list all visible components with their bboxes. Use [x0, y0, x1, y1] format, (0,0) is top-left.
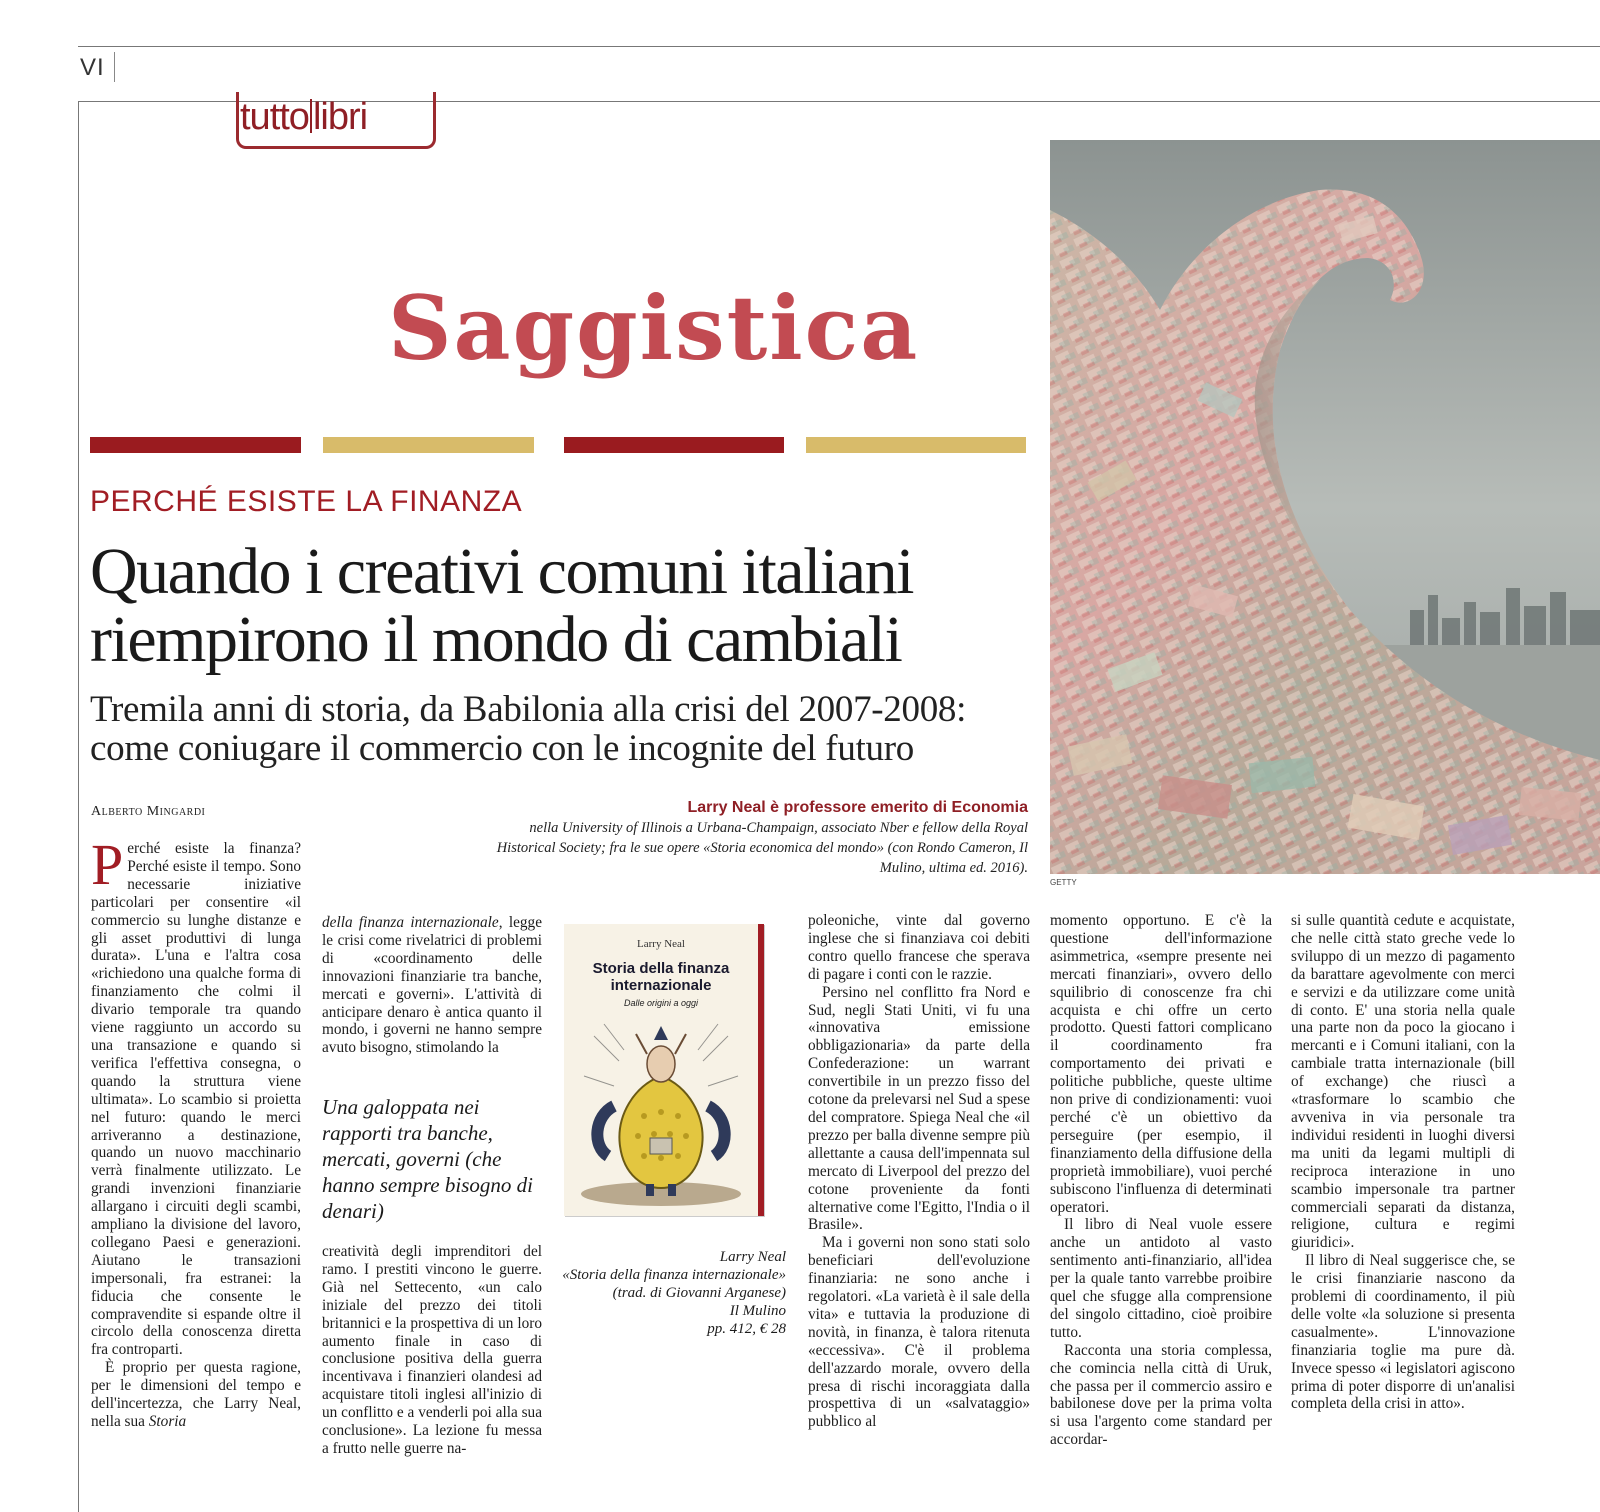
- frame-left-rule: [78, 101, 79, 1512]
- paragraph-text: È proprio per questa ragione, per le dimensioni del tempo e dell'incertezza, che Larry Neal, nella sua: [91, 1359, 301, 1430]
- top-rule: [78, 46, 1600, 47]
- book-title-italic: della finanza internazionale: [322, 914, 499, 931]
- paragraph: [322, 914, 542, 1057]
- cover-title: Storia della finanza internazionale: [592, 960, 730, 994]
- page-number: VI: [80, 54, 105, 81]
- bio-body: nella University of Illinois a Urbana-Champaign, associato Nber e fellow della Royal Historical Society; fra le sue opere «Storia economica del mondo» (con Rondo Cameron, Il Mulino, ultima ed. 2016).: [496, 820, 1028, 876]
- caption-author: Larry Neal: [719, 1249, 786, 1265]
- money-wave-photo: [1050, 140, 1600, 874]
- paragraph: Il libro di Neal suggerisce che, se le crisi finanziarie nascono da problemi di coordinamento, il più delle volte «la soluzione si presenta casualmente». L'innovazione finanziaria toglie ma pure dà. Invece spesso «i legislatori agiscono prima di poter disporre di un'analisi completa della crisi in atto».: [1291, 1252, 1515, 1413]
- logo-part-libri: libri: [312, 96, 368, 138]
- color-bar-1: [90, 437, 301, 453]
- logo-part-tutto: tutto: [240, 96, 309, 138]
- caption-price: pp. 412, € 28: [707, 1321, 786, 1337]
- cover-author: Larry Neal: [637, 938, 685, 950]
- drop-cap: P: [91, 832, 124, 897]
- paragraph: momento opportuno. E c'è la questione dell'informazione asimmetrica, «sempre presente nei mercati finanziari», ovvero dello squilibrio di conoscenze fra chi acquista e chi offre un certo prodotto. Questi fattori complicano il coordinamento fra comportamento dei privati e politiche pubbliche, queste ultime non prive di condizionamenti: vuoi perché c'è un obiettivo da perseguire (per esempio, il finanziamento della diffusione della proprietà immobiliare), vuoi perché subiscono l'influenza di determinati operatori.: [1050, 912, 1272, 1216]
- caption-publisher: Il Mulino: [729, 1303, 786, 1319]
- cover-subtitle: Dalle origini a oggi: [623, 998, 699, 1008]
- article-subhead: Tremila anni di storia, da Babilonia alla crisi del 2007-2008: come coniugare il commercio con le incognite del futuro: [90, 689, 967, 769]
- paragraph: creatività degli imprenditori del ramo. I prestiti vincono le guerre. Già nel Settecento, «un calo iniziale del prezzo dei titoli britannici e la prospettiva di un loro aumento finale in caso di conclusione positiva della guerra incentivava i finanzieri olandesi ad acquistare titoli inglesi all'inizio di un conflitto e a venderli poi alla sua conclusione». La lezione fu messa a frutto nelle guerre na-: [322, 1243, 542, 1457]
- paragraph-text: erché esiste la finanza? Perché esiste il tempo. Sono necessarie iniziative particolari per consentire «il commercio su lunghe distanze e gli asset produttivi di lunga durata». L'una e l'altra cosa «richiedono una qualche forma di finanziamento che colmi il divario temporale tra quando viene raggiunto un accordo su una transazione e quando si verifica l'effettiva consegna, o quando la struttura viene ultimata». Lo scambio si proietta nel futuro: quando le merci arriveranno a destinazione, quando un nuovo macchinario verrà finalmente utilizzato. Le grandi invenzioni finanziarie allargano i circuiti degli scambi, ampliano la divisione del lavoro, collegano Paesi e generazioni. Aiutano le transazioni impersonali, fra estranei: la fiducia che consente le compravendite si espande oltre il circolo della conoscenza diretta fra controparti.: [91, 840, 301, 1359]
- money-wave-illustration: [1050, 140, 1600, 874]
- logo-divider: [310, 99, 312, 133]
- paragraph: Ma i governi non sono stati solo beneficiari dell'evoluzione finanziaria: ne sono anche i regolatori. «La varietà è il sale della vita» e tuttavia la produzione di novità, in finanza, è talora ritenuta «eccessiva». C'è il problema dell'azzardo morale, ovvero della presa di rischi incoraggiata dalla prospettiva di un «salvataggio» pubblico al: [808, 1234, 1030, 1431]
- section-title: Saggistica: [388, 276, 920, 380]
- article-headline: Quando i creativi comuni italiani riempirono il mondo di cambiali: [90, 535, 913, 676]
- paragraph: si sulle quantità cedute e acquistate, che nelle città stato greche vede lo sviluppo di un mezzo di pagamento da barattare agevolmente con merci e servizi e da utilizzare come unità di conto. E' una storia nella quale una parte non da poco la giocano i mercanti e i Comuni italiani, con la cambiale tratta internazionale (bill of exchange) che riuscì a «trasformare lo scambio che avveniva in via personale tra individui residenti in luoghi diversi ma uniti da legami multipli di reciproca interazione in uno scambio impersonale tra partner commerciali separati da distanza, religione, cultura e regimi giuridici».: [1291, 912, 1515, 1252]
- caption-translator: (trad. di Giovanni Arganese): [612, 1285, 786, 1301]
- body-column-2-top: [322, 914, 542, 1057]
- bio-heading: Larry Neal è professore emerito di Economia: [687, 799, 1028, 816]
- body-column-2-bottom: [322, 1243, 542, 1458]
- paragraph: [91, 1359, 301, 1431]
- color-bar-4: [806, 437, 1026, 453]
- article-byline: Alberto Mingardi: [91, 804, 206, 819]
- pull-quote: Una galoppata nei rapporti tra banche, mercati, governi (che hanno sempre bisogno di denari): [322, 1095, 533, 1223]
- body-column-1: [91, 832, 301, 1431]
- book-cover: [564, 924, 764, 1216]
- book-caption: [560, 1248, 786, 1338]
- photo-credit: GETTY: [1050, 878, 1077, 887]
- paragraph: Persino nel conflitto fra Nord e Sud, negli Stati Uniti, vi fu una «innovativa emissione obbligazionaria» da parte della Confederazione: un warrant convertibile in un prezzo fisso del cotone da prelevarsi nel Sud a spese del compratore. Spiega Neal che «il prezzo per balla divenne sempre più allettante a causa dell'impennata sul mercato di Liverpool del prezzo del cotone proveniente da fonti alternative come l'Egitto, l'India o il Brasile».: [808, 983, 1030, 1234]
- author-bio: [480, 798, 1028, 878]
- color-bar-3: [564, 437, 784, 453]
- paragraph: [91, 832, 301, 1359]
- paragraph: Il libro di Neal vuole essere anche un antidoto al vasto sentimento anti-finanziario, all'idea per la quale tanto varrebbe proibire quel che sfugge alla comprensione del singolo cittadino, cioè proibire tutto.: [1050, 1216, 1272, 1341]
- color-bar-2: [323, 437, 534, 453]
- caption-title: «Storia della finanza internazionale»: [562, 1267, 786, 1283]
- page-number-divider: [114, 52, 115, 82]
- tuttolibri-logo: [240, 96, 367, 139]
- book-title-italic: Storia: [148, 1413, 187, 1430]
- body-column-4: [1050, 912, 1272, 1449]
- cover-caricature-illustration: [574, 1016, 748, 1208]
- body-column-5: [1291, 912, 1515, 1413]
- paragraph-text: , legge le crisi come rivelatrici di problemi di «coordinamento delle innovazioni finanziarie tra banche, mercati e governi». L'attività di anticipare denaro è antica quanto il mondo, i governi ne hanno sempre avuto bisogno, stimolando la: [322, 914, 542, 1057]
- paragraph: Racconta una storia complessa, che comincia nella città di Uruk, che passa per il commercio assiro e babilonese dove per la prima volta si usa l'argento come standard per accordar-: [1050, 1341, 1272, 1449]
- body-column-3: [808, 912, 1030, 1431]
- paragraph: poleoniche, vinte dal governo inglese che si finanziava coi debiti contro quello francese che sperava di pagare i conti con le razzie.: [808, 912, 1030, 983]
- article-kicker: PERCHÉ ESISTE LA FINANZA: [90, 485, 523, 518]
